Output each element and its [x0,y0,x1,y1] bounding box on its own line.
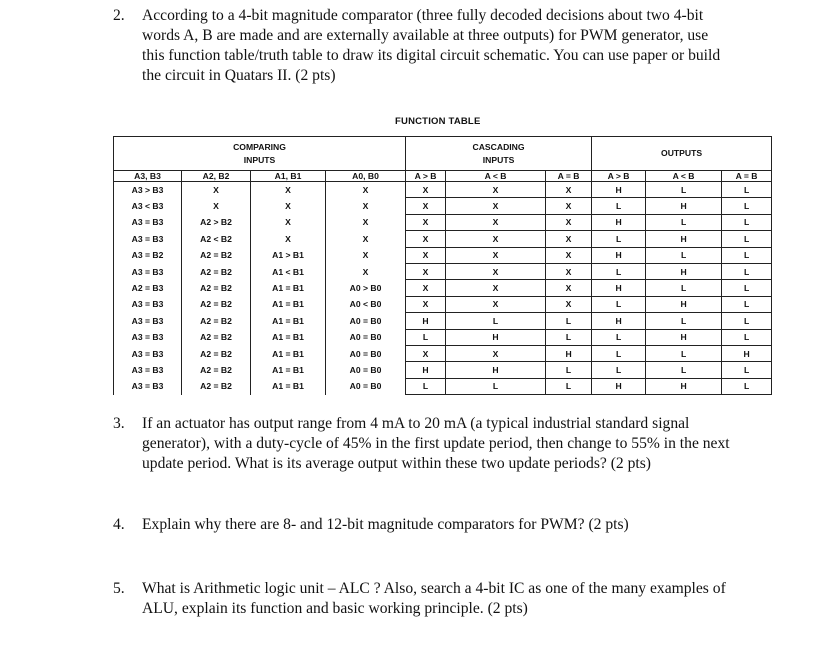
table-cell: X [546,247,592,263]
cascading-label: CASCADING [472,141,525,152]
table-cell: A1 = B1 [251,362,326,378]
table-cell: X [546,231,592,247]
table-cell: X [326,263,406,279]
table-cell: A3 = B3 [114,329,182,345]
question-4-text: Explain why there are 8- and 12-bit magnitude comparators for PWM? (2 pts) [142,516,629,533]
table-cell: A0 = B0 [326,362,406,378]
table-cell: X [446,296,546,312]
question-2 [113,6,733,86]
function-table-body [114,182,772,395]
table-cell: L [646,214,722,230]
table-cell: A3 = B3 [114,231,182,247]
table-cell: L [722,313,772,329]
outputs-label: OUTPUTS [661,148,703,158]
column-header: A0, B0 [326,171,406,182]
table-cell: H [646,378,722,394]
table-cell: X [446,247,546,263]
table-cell: L [592,345,646,361]
table-cell: H [722,345,772,361]
table-cell: A2 = B2 [182,247,251,263]
table-cell: A3 = B3 [114,378,182,394]
table-cell: A1 = B1 [251,378,326,394]
cascading-inputs-header [406,137,592,171]
column-header: A < B [646,171,722,182]
table-cell: H [592,214,646,230]
table-cell: L [592,263,646,279]
function-table-title: FUNCTION TABLE [395,116,481,127]
table-cell: X [251,182,326,198]
table-cell: X [446,280,546,296]
table-cell: X [446,198,546,214]
table-cell: L [546,362,592,378]
table-cell: A2 = B2 [182,263,251,279]
table-cell: H [446,362,546,378]
question-2-text: According to a 4-bit magnitude comparator (three fully decoded decisions about two 4-bit words A, B are made and are externally available at three outputs) for PWM generator, use this function table/truth table to draw its digital circuit schematic. You can use paper or build the circuit in Quatars II. (2 pts) [142,7,721,84]
table-row [114,296,772,312]
table-cell: L [592,296,646,312]
table-cell: H [592,378,646,394]
table-cell: L [722,378,772,394]
table-cell: X [326,247,406,263]
table-cell: L [722,214,772,230]
table-cell: H [406,313,446,329]
question-3-text: If an actuator has output range from 4 mA to 20 mA (a typical industrial standard signal generator), with a duty-cycle of 45% in the first update period, then change to 55% in the next update period. What is its average output within these two update periods? (2 pts) [142,415,730,472]
table-cell: H [646,198,722,214]
table-cell: L [722,247,772,263]
table-cell: X [406,247,446,263]
table-cell: L [646,280,722,296]
table-cell: X [446,182,546,198]
table-cell: A2 = B2 [182,378,251,394]
table-row [114,231,772,247]
table-cell: X [446,345,546,361]
table-cell: L [592,198,646,214]
table-row [114,329,772,345]
table-cell: L [646,362,722,378]
table-cell: L [406,329,446,345]
table-cell: X [406,280,446,296]
table-cell: L [722,182,772,198]
column-header: A = B [722,171,772,182]
question-5-text: What is Arithmetic logic unit – ALC ? Also, search a 4-bit IC as one of the many examples of ALU, explain its function and basic working principle. (2 pts) [142,580,726,617]
table-cell: L [446,378,546,394]
table-cell: H [592,280,646,296]
table-cell: X [182,198,251,214]
table-cell: L [722,362,772,378]
table-cell: A3 < B3 [114,198,182,214]
outputs-header [592,137,772,171]
table-cell: L [722,231,772,247]
question-2-number: 2. [113,7,125,24]
table-cell: A0 = B0 [326,313,406,329]
table-cell: A2 > B2 [182,214,251,230]
table-cell: X [406,263,446,279]
table-cell: H [446,329,546,345]
table-cell: L [406,378,446,394]
table-cell: X [251,198,326,214]
cascading-inputs-label: INPUTS [482,154,515,165]
table-cell: A1 > B1 [251,247,326,263]
table-cell: H [646,263,722,279]
table-cell: A1 = B1 [251,313,326,329]
table-cell: H [646,329,722,345]
table-cell: X [546,296,592,312]
column-header: A > B [406,171,446,182]
table-cell: X [446,263,546,279]
question-4-number: 4. [113,516,125,533]
question-5 [113,579,733,619]
table-cell: A3 > B3 [114,182,182,198]
table-cell: A3 = B3 [114,345,182,361]
question-3-number: 3. [113,415,125,432]
table-cell: L [446,313,546,329]
table-cell: H [406,362,446,378]
table-cell: A1 = B1 [251,345,326,361]
table-row [114,378,772,394]
table-cell: A2 < B2 [182,231,251,247]
table-cell: A0 = B0 [326,378,406,394]
column-header: A < B [446,171,546,182]
table-cell: A3 = B2 [114,247,182,263]
table-cell: X [326,182,406,198]
table-cell: A2 = B2 [182,362,251,378]
question-5-number: 5. [113,580,125,597]
table-cell: L [646,345,722,361]
comparing-label: COMPARING [233,141,286,152]
table-cell: A1 = B1 [251,280,326,296]
table-cell: X [406,198,446,214]
column-header: A3, B3 [114,171,182,182]
table-cell: L [722,198,772,214]
table-cell: X [326,214,406,230]
table-cell: X [326,198,406,214]
table-cell: X [251,231,326,247]
table-cell: A2 = B2 [182,280,251,296]
table-cell: H [592,313,646,329]
column-header: A2, B2 [182,171,251,182]
table-row [114,263,772,279]
table-row [114,362,772,378]
comparing-inputs-label: INPUTS [243,154,276,165]
table-cell: H [646,296,722,312]
table-cell: A3 = B3 [114,214,182,230]
table-cell: X [546,263,592,279]
table-row [114,247,772,263]
table-cell: L [722,329,772,345]
table-cell: A1 = B1 [251,296,326,312]
table-cell: X [406,214,446,230]
column-header: A = B [546,171,592,182]
table-cell: A2 = B3 [114,280,182,296]
table-row [114,182,772,198]
table-cell: X [251,214,326,230]
table-cell: L [592,362,646,378]
table-cell: X [406,231,446,247]
table-cell: A0 > B0 [326,280,406,296]
table-row [114,198,772,214]
comparing-inputs-header [114,137,406,171]
table-cell: A0 < B0 [326,296,406,312]
table-cell: X [546,280,592,296]
table-row [114,214,772,230]
table-cell: H [546,345,592,361]
table-cell: L [722,280,772,296]
table-cell: L [722,296,772,312]
table-cell: X [406,182,446,198]
table-cell: H [646,231,722,247]
function-table [113,136,772,395]
table-cell: L [646,247,722,263]
question-4 [113,515,733,535]
table-cell: A3 = B3 [114,313,182,329]
table-cell: A2 = B2 [182,345,251,361]
table-cell: A1 = B1 [251,329,326,345]
table-row [114,280,772,296]
table-cell: X [406,345,446,361]
table-cell: X [326,231,406,247]
column-header: A > B [592,171,646,182]
column-header-row [114,171,772,182]
table-cell: L [546,378,592,394]
table-cell: L [546,313,592,329]
table-cell: A3 = B3 [114,296,182,312]
table-cell: L [646,313,722,329]
table-cell: L [546,329,592,345]
table-cell: L [592,231,646,247]
table-row [114,313,772,329]
table-cell: A3 = B3 [114,362,182,378]
table-cell: A0 = B0 [326,345,406,361]
table-row [114,345,772,361]
table-cell: A2 = B2 [182,329,251,345]
table-cell: L [592,329,646,345]
column-header: A1, B1 [251,171,326,182]
table-cell: X [546,214,592,230]
table-cell: X [546,182,592,198]
table-cell: A0 = B0 [326,329,406,345]
table-cell: H [592,182,646,198]
question-3 [113,414,733,474]
table-cell: X [446,214,546,230]
table-cell: X [406,296,446,312]
table-cell: A2 = B2 [182,296,251,312]
table-cell: H [592,247,646,263]
table-cell: L [722,263,772,279]
table-cell: A3 = B3 [114,263,182,279]
table-cell: X [182,182,251,198]
table-cell: A1 < B1 [251,263,326,279]
table-cell: X [446,231,546,247]
table-cell: X [546,198,592,214]
table-cell: L [646,182,722,198]
table-cell: A2 = B2 [182,313,251,329]
